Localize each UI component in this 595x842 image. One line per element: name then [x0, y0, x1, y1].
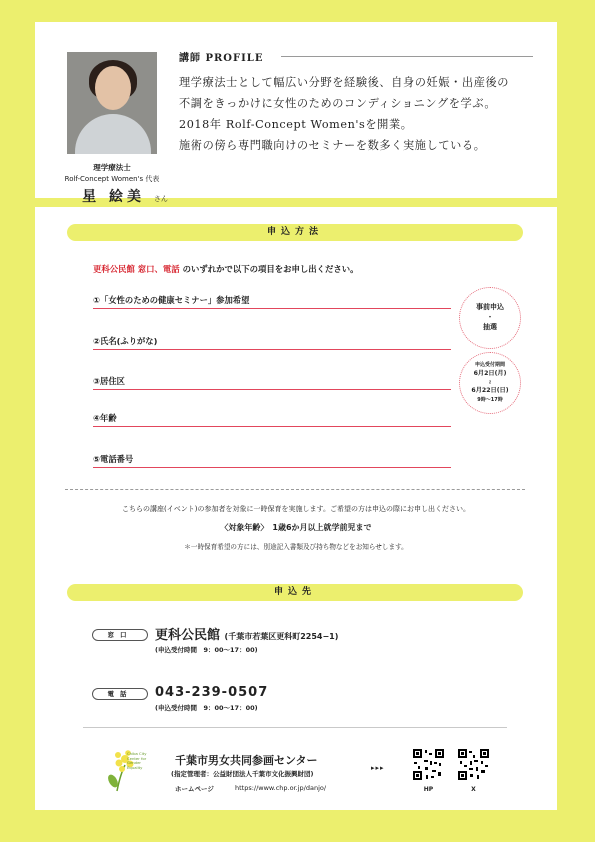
application-period-badge: 申込受付期間 6月2日(月) ≀ 6月22日(日) 9時〜17時 — [459, 352, 521, 414]
field-line — [93, 426, 451, 427]
childcare-age: 〈対象年齢〉 1歳6か月以上就学前児まで — [220, 523, 372, 532]
homepage-qr-code[interactable] — [412, 748, 445, 781]
x-qr-code[interactable] — [457, 748, 490, 781]
field-residence: ③居住区 — [93, 376, 125, 386]
qr-x-label: X — [471, 786, 476, 793]
lottery-badge: 事前申込 ・ 抽選 — [459, 287, 521, 349]
field-participation: ①「女性のための健康セミナー」参加希望 — [93, 295, 250, 305]
apply-method-heading: 申込方法 — [67, 224, 523, 241]
window-hours: (申込受付時間 9：00〜17：00) — [155, 646, 258, 654]
center-manager: (指定管理者：公益財団法人千葉市文化振興財団) — [171, 770, 314, 778]
profile-divider — [281, 56, 533, 57]
field-name: ②氏名(ふりがな) — [93, 336, 158, 346]
window-label: 窓口 — [92, 629, 148, 641]
field-line — [93, 349, 451, 350]
dashed-divider — [65, 489, 525, 490]
logo-text: Chiba City Center for Gender Equality — [127, 751, 147, 770]
homepage-label: ホームページ — [175, 785, 214, 793]
arrow-icon: ▸▸▸ — [371, 764, 385, 772]
profile-card — [35, 22, 557, 205]
footer-divider — [83, 727, 507, 728]
center-name: 千葉市男女共同参画センター — [175, 754, 318, 767]
profile-heading: 講師 PROFILE — [179, 53, 264, 64]
field-line — [93, 467, 451, 468]
childcare-small-note: ＊一時保育希望の方には、別途記入書類及び持ち物などをお知らせします。 — [184, 543, 408, 551]
homepage-url[interactable]: https://www.chp.or.jp/danjo/ — [235, 784, 327, 792]
field-line — [93, 389, 451, 390]
field-phone: ⑤電話番号 — [93, 454, 134, 464]
qr-hp-label: HP — [423, 786, 434, 793]
instructor-name: 星 絵美 さん — [82, 189, 168, 205]
field-line — [93, 308, 451, 309]
application-card — [35, 207, 557, 810]
venue-name: 更科公民館 (千葉市若葉区更科町2254−1) — [155, 628, 339, 643]
field-age: ④年齢 — [93, 413, 117, 423]
instructor-role: 理学療法士 — [93, 163, 131, 172]
phone-hours: (申込受付時間 9：00〜17：00) — [155, 704, 258, 712]
instructor-affiliation: Rolf-Concept Women's 代表 — [64, 175, 160, 183]
instructor-photo — [67, 52, 157, 154]
profile-text: 理学療法士として幅広い分野を経験後、自身の妊娠・出産後の 不調をきっかけに女性のためのコンディショニングを学ぶ。 2018年 Rolf-Concept Women'sを開業。 施術の傍ら専門職向けのセミナーを数多く実施している。 — [179, 76, 510, 152]
phone-number[interactable]: 043-239-0507 — [155, 685, 269, 700]
contact-heading: 申込先 — [67, 584, 523, 601]
phone-label: 電話 — [92, 688, 148, 700]
childcare-note: こちらの講座(イベント)の参加者を対象に一時保育を実施します。ご希望の方は申込の際にお申し出ください。 — [122, 505, 470, 513]
apply-lead-text: 更科公民館 窓口、電話 のいずれかで以下の項目をお申し出ください。 — [93, 264, 359, 274]
